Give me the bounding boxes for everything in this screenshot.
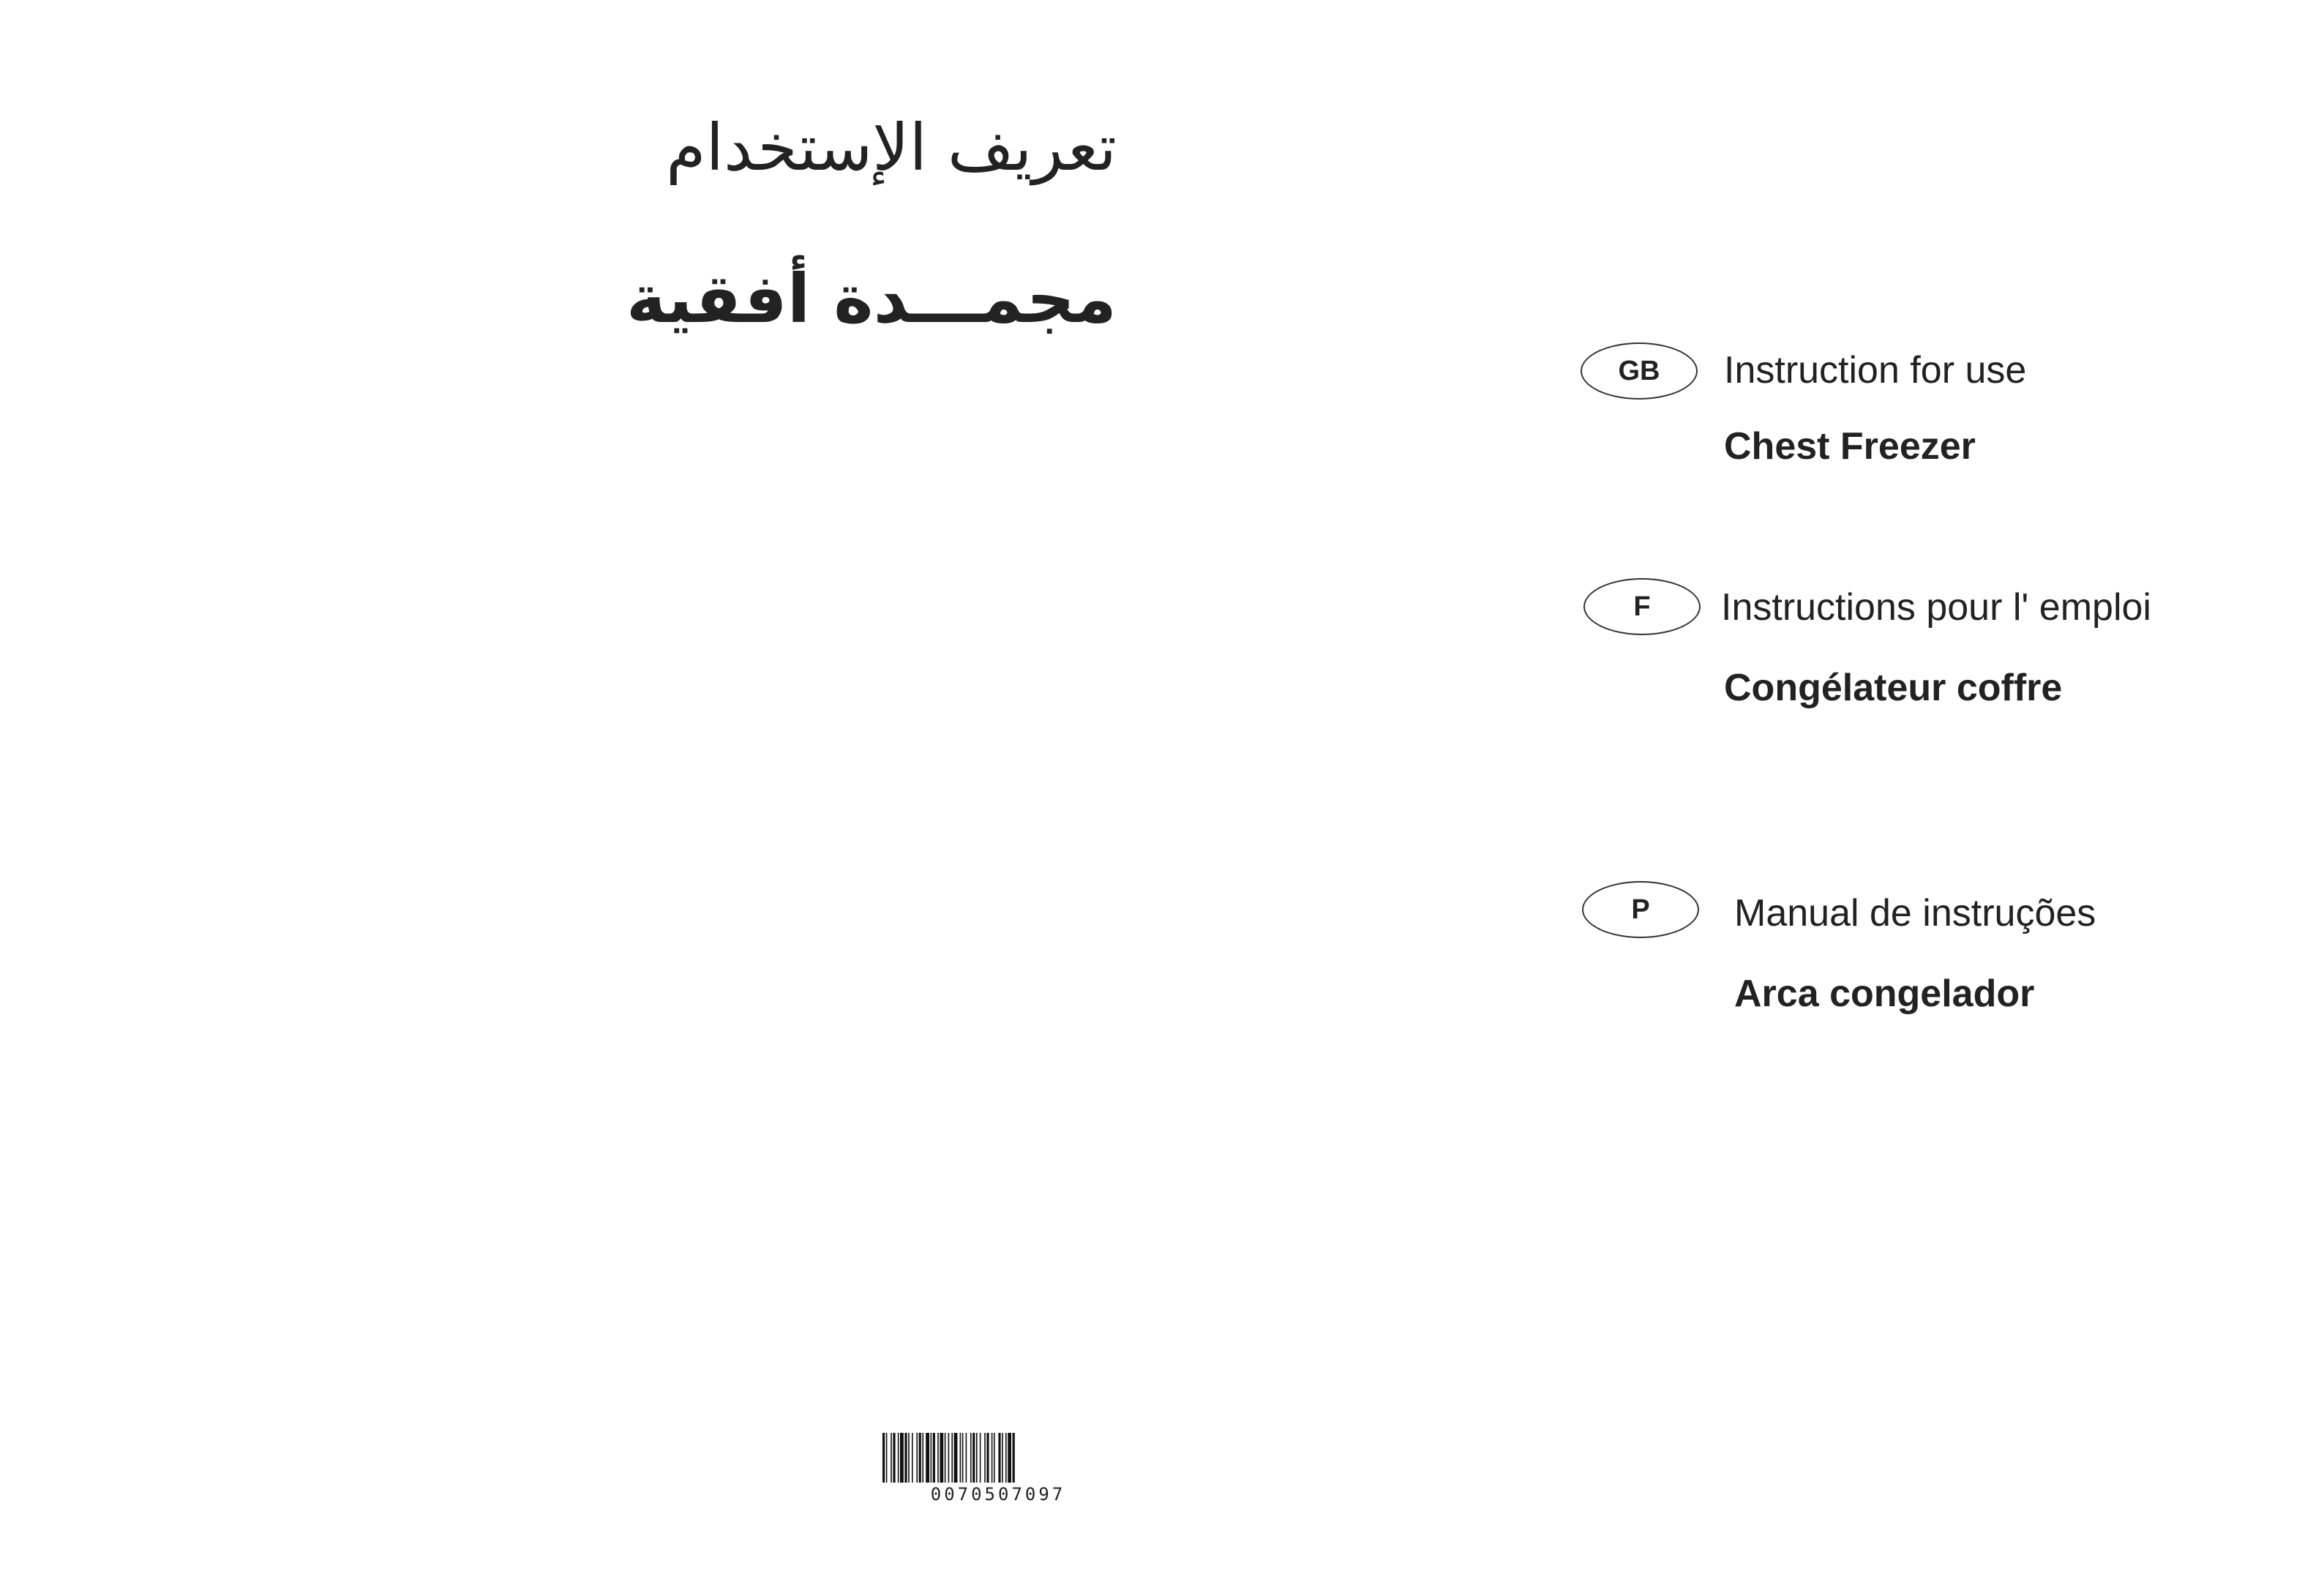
p-instruction-title: Manual de instruções — [1734, 892, 2096, 934]
gb-product-name: Chest Freezer — [1724, 425, 1976, 468]
gb-instruction-title: Instruction for use — [1724, 349, 2027, 392]
language-badge-f: F — [1583, 578, 1701, 635]
arabic-title: تعريف الإستخدام — [666, 110, 1117, 185]
arabic-subtitle: مجمـــدة أفقية — [626, 260, 1117, 338]
barcode-image — [882, 1433, 1114, 1483]
language-badge-p: P — [1582, 881, 1699, 938]
p-product-name: Arca congelador — [1734, 973, 2035, 1015]
f-instruction-title: Instructions pour l' emploi — [1721, 586, 2151, 629]
language-badge-gb: GB — [1581, 342, 1698, 400]
barcode-number: 0070507097 — [930, 1484, 1066, 1505]
f-product-name: Congélateur coffre — [1724, 667, 2063, 709]
